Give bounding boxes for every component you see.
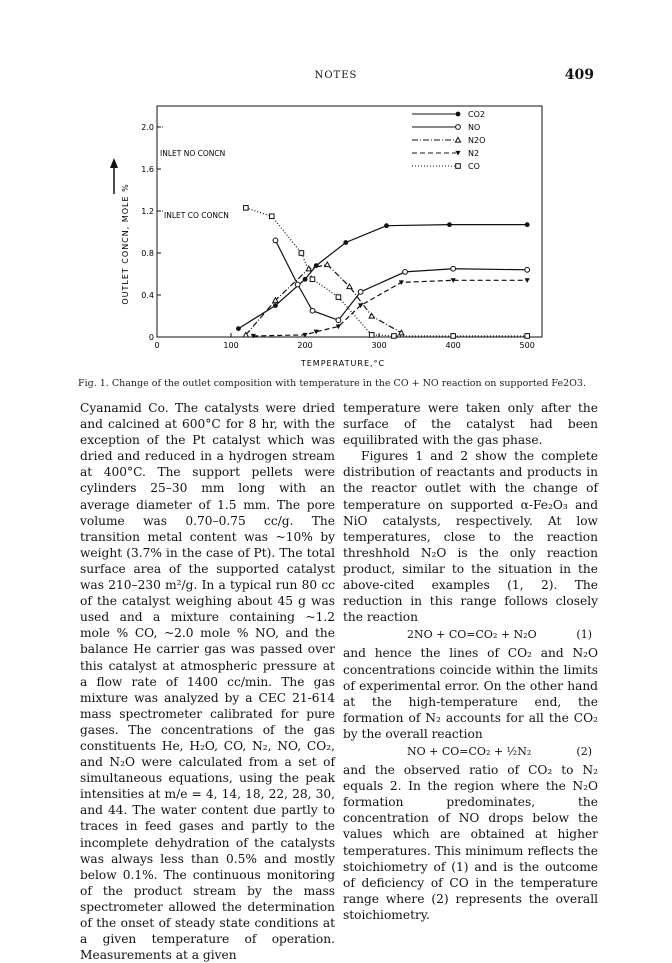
data-point-no [451, 266, 456, 271]
x-tick-label: 400 [445, 341, 461, 350]
x-tick-label: 100 [223, 341, 239, 350]
legend-marker-no [456, 125, 461, 130]
right-column [343, 400, 598, 923]
y-tick-label: 0.4 [141, 291, 154, 300]
left-paragraph: Cyanamid Co. The catalysts were dried and calcined at 600°C for 8 hr, with the exception of the Pt catalyst which was dried and reduced in a hydrogen stream at 400°C. The support pellets were cylinders 25–30 mm long with an average diameter of 1.5 mm. The pore volume was 0.70–0.75 cc/g. The transition metal content was ~10% by weight (3.7% in the case of Pt). The total surface area of the supported catalyst was 210–230 m²/g. In a typical run 80 cc of the catalyst weighing about 45 g was used and a mixture containing ~1.2 mole % CO, ~2.0 mole % NO, and the balance He carrier gas was passed over this catalyst at atmospheric pressure at a flow rate of 1400 cc/min. The gas mixture was analyzed by a CEC 21-614 mass spectrometer calibrated for pure gases. The concentrations of the gas constituents He, H₂O, CO, N₂, NO, CO₂, and N₂O were calculated from a set of simultaneous equations, using the peak intensities at m/e = 4, 14, 18, 22, 28, 30, and 44. The water content due partly to traces in feed gases and partly to the incomplete dehydration of the catalysts was always less than 0.5% and mostly below 0.1%. The continuous monitoring of the product stream by the mass spectrometer allowed the determination of the onset of steady state conditions at a given temperature of operation. Measurements at a given [80, 401, 335, 963]
data-point-n2 [399, 280, 404, 285]
inlet-co-annotation: INLET CO CONCN [164, 211, 229, 220]
data-point-n2o [306, 266, 311, 271]
legend-marker-n2 [455, 151, 460, 156]
data-point-n2o [369, 313, 374, 318]
equation-2-text: NO + CO=CO₂ + ½N₂ [407, 744, 532, 758]
right-paragraph-3: and hence the lines of CO₂ and N₂O concentrations coincide within the limits of experimental error. On the other hand at the high-temperature end, the formation of N₂ accounts for all the CO₂ by the overall reaction [343, 646, 598, 741]
data-point-co2 [303, 277, 308, 282]
data-point-n2o [347, 284, 352, 289]
x-tick-label: 300 [371, 341, 387, 350]
data-point-n2o [325, 262, 330, 267]
right-paragraph-1: temperature were taken only after the surface of the catalyst had been equilibrated with the gas phase. [343, 401, 598, 448]
legend-marker-co2 [456, 112, 461, 117]
equation-2 [343, 742, 598, 762]
y-axis-label: OUTLET CONCN, MOLE % [121, 183, 130, 305]
data-point-co2 [525, 222, 530, 227]
legend-label-n2o: N2O [468, 136, 486, 145]
series-line-co2 [238, 225, 527, 329]
data-point-co [310, 277, 315, 282]
data-point-co2 [314, 263, 319, 268]
data-point-co2 [236, 326, 241, 331]
data-point-no [358, 289, 363, 294]
data-point-co2 [343, 240, 348, 245]
legend-label-co: CO [468, 162, 480, 171]
legend-label-no: NO [468, 123, 481, 132]
data-point-no [336, 318, 341, 323]
data-point-co [451, 334, 456, 339]
data-point-co [525, 334, 530, 339]
equation-2-number: (2) [576, 744, 592, 758]
data-point-no [403, 270, 408, 275]
data-point-co [392, 334, 397, 339]
data-point-n2o [399, 330, 404, 335]
data-point-n2 [314, 330, 319, 335]
data-point-no [525, 267, 530, 272]
legend-marker-co [456, 164, 461, 169]
page-number: 409 [564, 67, 594, 83]
data-point-no [310, 308, 315, 313]
right-paragraph-4: and the observed ratio of CO₂ to N₂ equals 2. In the region where the N₂O formation predominates, the concentration of NO drops below the values which are obtained at higher temperatures. This minimum reflects the stoichiometry of (1) and is the outcome of deficiency of CO in the temperature range where (2) represents the overall stoichiometry. [343, 763, 598, 922]
legend-marker-n2o [455, 137, 460, 142]
data-point-co [336, 295, 341, 300]
page-header [0, 67, 672, 86]
x-tick-label: 0 [154, 341, 160, 350]
y-tick-label: 1.6 [141, 165, 154, 174]
chart-legend [412, 110, 485, 171]
data-point-no [273, 238, 278, 243]
figure-chart [100, 94, 560, 374]
chart-series-lines [238, 208, 527, 336]
legend-label-co2: CO2 [468, 110, 485, 119]
y-tick-label: 1.2 [141, 207, 154, 216]
series-line-n2o [246, 265, 401, 335]
equation-1-text: 2NO + CO=CO₂ + N₂O [407, 628, 537, 642]
data-point-n2 [525, 278, 530, 283]
left-column [80, 400, 335, 963]
data-point-co [244, 206, 249, 211]
running-head: NOTES [314, 70, 358, 81]
figure-caption: Fig. 1. Change of the outlet composition with temperature in the CO + NO reaction on supported Fe2O3. [78, 378, 586, 389]
equation-1-number: (1) [576, 628, 592, 642]
data-point-co [299, 251, 304, 256]
equation-1 [343, 625, 598, 645]
y-tick-label: 0.8 [141, 249, 154, 258]
data-point-co2 [447, 222, 452, 227]
y-axis-arrowhead [110, 158, 118, 168]
x-tick-label: 500 [519, 341, 535, 350]
chart-markers [236, 206, 530, 339]
y-tick-label: 0 [148, 333, 154, 342]
data-point-co2 [384, 223, 389, 228]
x-axis-label: TEMPERATURE,°C [300, 359, 386, 368]
right-paragraph-2: Figures 1 and 2 show the complete distribution of reactants and products in the reactor outlet with the change of temperature on supported α-Fe₂O₃ and NiO catalysts, respectively. At low temperatures, close to the reaction threshhold N₂O is the only reaction product, similar to the situation in the above-cited examples (1, 2). The reduction in this range follows closely the reaction [343, 449, 598, 625]
data-point-co2 [273, 303, 278, 308]
data-point-no [295, 282, 300, 287]
legend-label-n2: N2 [468, 149, 480, 158]
data-point-co [269, 214, 274, 219]
data-point-co [369, 333, 374, 338]
inlet-no-annotation: INLET NO CONCN [160, 149, 226, 158]
y-tick-label: 2.0 [141, 123, 154, 132]
x-tick-label: 200 [297, 341, 313, 350]
